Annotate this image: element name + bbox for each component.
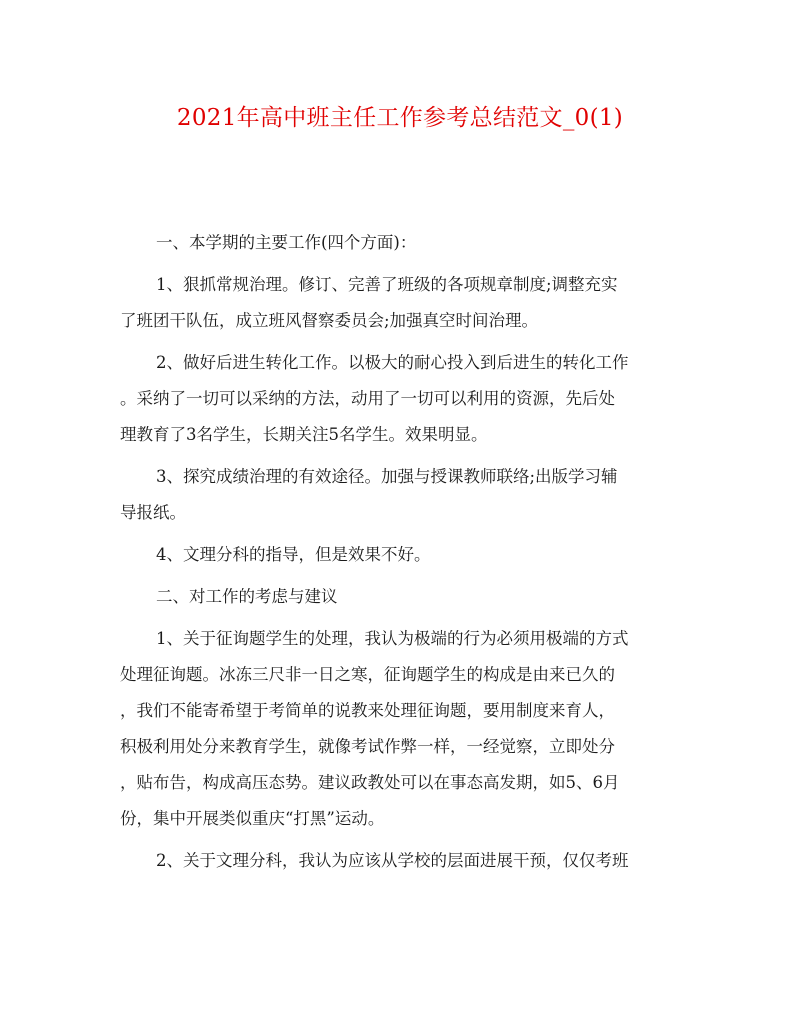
text-line: 处理征询题。冰冻三尺非一日之寒，征询题学生的构成是由来已久的 xyxy=(120,665,615,684)
paragraph-subject-guidance xyxy=(120,537,680,573)
paragraph-subject-division xyxy=(120,843,680,879)
document-title: 2021年高中班主任工作参考总结范文_0(1) xyxy=(176,105,624,131)
text-line: 3、探究成绩治理的有效途径。加强与授课教师联络;出版学习辅 xyxy=(156,467,618,486)
paragraph-problem-students xyxy=(120,621,680,837)
text-line: 2、做好后进生转化工作。以极大的耐心投入到后进生的转化工作 xyxy=(156,353,629,372)
section-heading-suggestions xyxy=(120,579,680,615)
text-line: 导报纸。 xyxy=(120,503,186,522)
section-heading-work xyxy=(120,225,680,261)
text-line: 了班团干队伍，成立班风督察委员会;加强真空时间治理。 xyxy=(120,311,539,330)
document-body xyxy=(120,225,680,879)
paragraph-grade-management xyxy=(120,459,680,531)
text-line: 一、本学期的主要工作(四个方面)： xyxy=(156,233,417,252)
text-line: 1、关于征询题学生的处理，我认为极端的行为必须用极端的方式 xyxy=(156,629,629,648)
text-line: 1、狠抓常规治理。修订、完善了班级的各项规章制度;调整充实 xyxy=(156,275,618,294)
text-line: 二、对工作的考虑与建议 xyxy=(156,587,338,606)
text-line: 4、文理分科的指导，但是效果不好。 xyxy=(156,545,431,564)
text-line: 理教育了3名学生，长期关注5名学生。效果明显。 xyxy=(120,425,488,444)
text-line: 。采纳了一切可以采纳的方法，动用了一切可以利用的资源，先后处 xyxy=(120,389,615,408)
paragraph-routine-management xyxy=(120,267,680,339)
paragraph-underachievers xyxy=(120,345,680,453)
text-line: ，贴布告，构成高压态势。建议政教处可以在事态高发期，如5、6月 xyxy=(120,773,620,792)
text-line: 份，集中开展类似重庆“打黑”运动。 xyxy=(120,809,385,828)
text-line: ，我们不能寄希望于考简单的说教来处理征询题，要用制度来育人， xyxy=(120,701,615,720)
text-line: 积极利用处分来教育学生，就像考试作弊一样，一经觉察，立即处分 xyxy=(120,737,615,756)
text-line: 2、关于文理分科，我认为应该从学校的层面进展干预，仅仅考班 xyxy=(156,851,629,870)
